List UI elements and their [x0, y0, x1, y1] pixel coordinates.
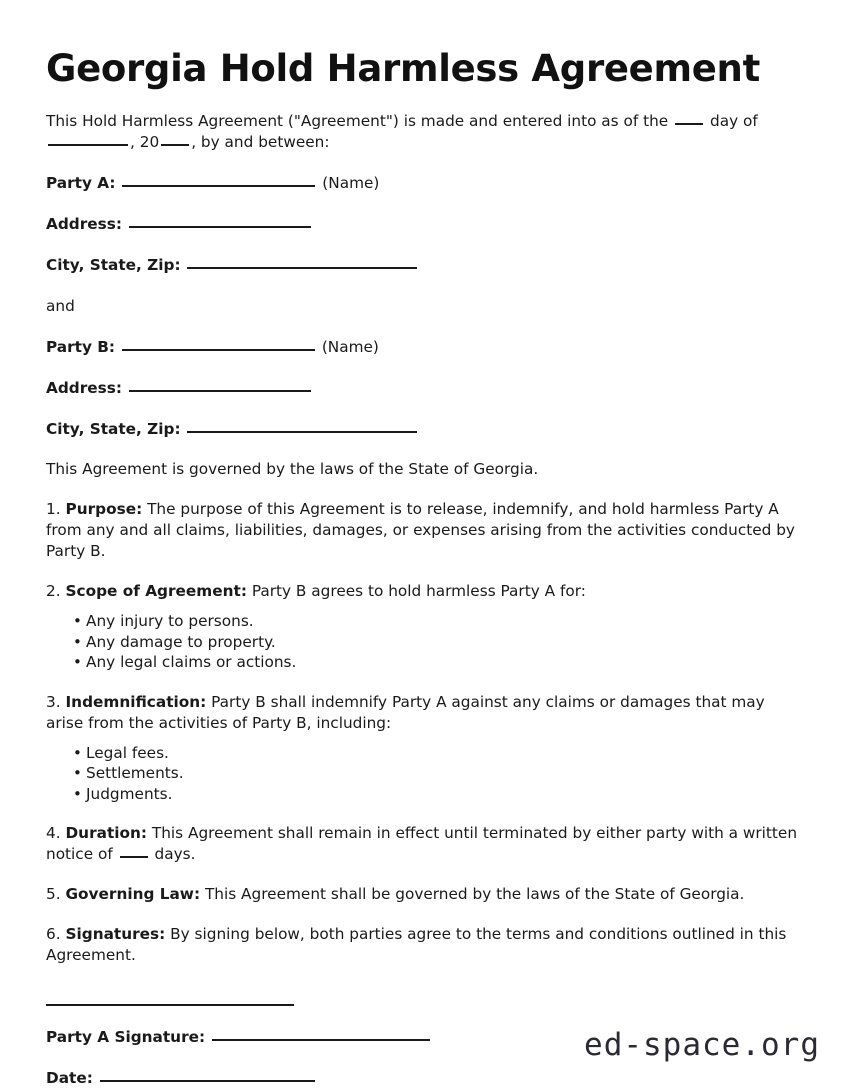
party-a-city-line [46, 235, 798, 276]
intro-day-word: day [709, 112, 739, 131]
party-a-address-line [46, 194, 798, 235]
clause-2-number: 2. [46, 582, 61, 601]
clause-4-heading: Duration: [65, 824, 148, 843]
date-label: Date: [46, 1069, 93, 1088]
party-b-address-line [46, 358, 798, 399]
list-item: • Settlements. [46, 763, 798, 784]
date-input[interactable] [100, 1080, 315, 1082]
party-b-city-label: City, State, Zip: [46, 420, 181, 439]
intro-year-blank[interactable] [161, 144, 189, 146]
list-item: • Any legal claims or actions. [46, 652, 798, 673]
party-a-name-line [46, 153, 798, 194]
party-b-address-input[interactable] [129, 390, 311, 392]
clause-3-body: Party B shall indemnify Party A against any claims or damages that may arise from the activities of Party B, including: [46, 692, 765, 732]
clause-5-body: This Agreement shall be governed by the laws of the State of Georgia. [204, 885, 745, 904]
intro-paragraph [46, 89, 798, 153]
intro-day-blank[interactable] [675, 123, 703, 125]
clause-6-heading: Signatures: [65, 925, 166, 944]
list-item: • Legal fees. [46, 743, 798, 764]
party-a-signature-label: Party A Signature: [46, 1028, 206, 1047]
party-b-name-label: Party B: [46, 338, 116, 357]
clause-6-number: 6. [46, 925, 61, 944]
clause-1-number: 1. [46, 500, 61, 519]
list-item: • Judgments. [46, 784, 798, 805]
clause-4-body-before: This Agreement shall remain in effect until terminated by either party with a written notice of [46, 824, 798, 864]
clause-6 [46, 905, 798, 966]
party-a-city-label: City, State, Zip: [46, 256, 181, 275]
party-a-address-input[interactable] [129, 226, 311, 228]
clause-4-body-after: days. [154, 845, 196, 864]
clause-5 [46, 865, 798, 905]
party-b-name-line [46, 317, 798, 358]
clause-4 [46, 804, 798, 865]
clause-1 [46, 480, 798, 562]
governing-statement: This Agreement is governed by the laws of the State of Georgia. [46, 460, 539, 479]
and-connector: and [46, 297, 75, 316]
clause-4-number: 4. [46, 824, 61, 843]
clause-2-bullet-list [46, 602, 798, 673]
party-a-name-suffix: (Name) [322, 174, 380, 193]
intro-year-prefix: , 20 [130, 133, 160, 152]
clause-4-notice-days-blank[interactable] [120, 856, 148, 858]
party-b-address-label: Address: [46, 379, 122, 398]
page-title: Georgia Hold Harmless Agreement [46, 47, 760, 90]
intro-text-tail: , by and between: [191, 133, 330, 152]
party-a-name-input[interactable] [122, 185, 315, 187]
party-b-city-input[interactable] [187, 431, 417, 433]
party-a-name-label: Party A: [46, 174, 116, 193]
clause-2-body: Party B agrees to hold harmless Party A for: [251, 582, 586, 601]
party-b-name-suffix: (Name) [321, 338, 379, 357]
clause-2 [46, 562, 798, 602]
party-a-address-label: Address: [46, 215, 122, 234]
party-b-name-input[interactable] [122, 349, 315, 351]
party-a-city-input[interactable] [187, 267, 417, 269]
intro-of-word: of [743, 112, 758, 131]
clause-3 [46, 673, 798, 734]
clause-2-heading: Scope of Agreement: [65, 582, 247, 601]
watermark: ed-space.org [584, 1027, 820, 1063]
clause-3-number: 3. [46, 692, 61, 711]
intro-month-blank[interactable] [48, 144, 128, 146]
document-content [46, 0, 798, 1089]
intro-text-part1: This Hold Harmless Agreement ("Agreement") is made and entered into as of the [46, 112, 669, 131]
clause-1-heading: Purpose: [65, 500, 143, 519]
clause-1-body: The purpose of this Agreement is to release, indemnify, and hold harmless Party A from any and all claims, liabilities, damages, or expenses arising from the activities conducted by Party B. [46, 500, 795, 561]
clause-3-bullet-list [46, 734, 798, 805]
list-item: • Any injury to persons. [46, 611, 798, 632]
clause-3-heading: Indemnification: [65, 692, 207, 711]
party-b-city-line [46, 399, 798, 440]
clause-5-number: 5. [46, 885, 61, 904]
list-item: • Any damage to property. [46, 632, 798, 653]
clause-6-body: By signing below, both parties agree to the terms and conditions outlined in this Agreement. [46, 925, 787, 965]
party-a-signature-input[interactable] [212, 1039, 430, 1041]
clause-5-heading: Governing Law: [65, 885, 201, 904]
